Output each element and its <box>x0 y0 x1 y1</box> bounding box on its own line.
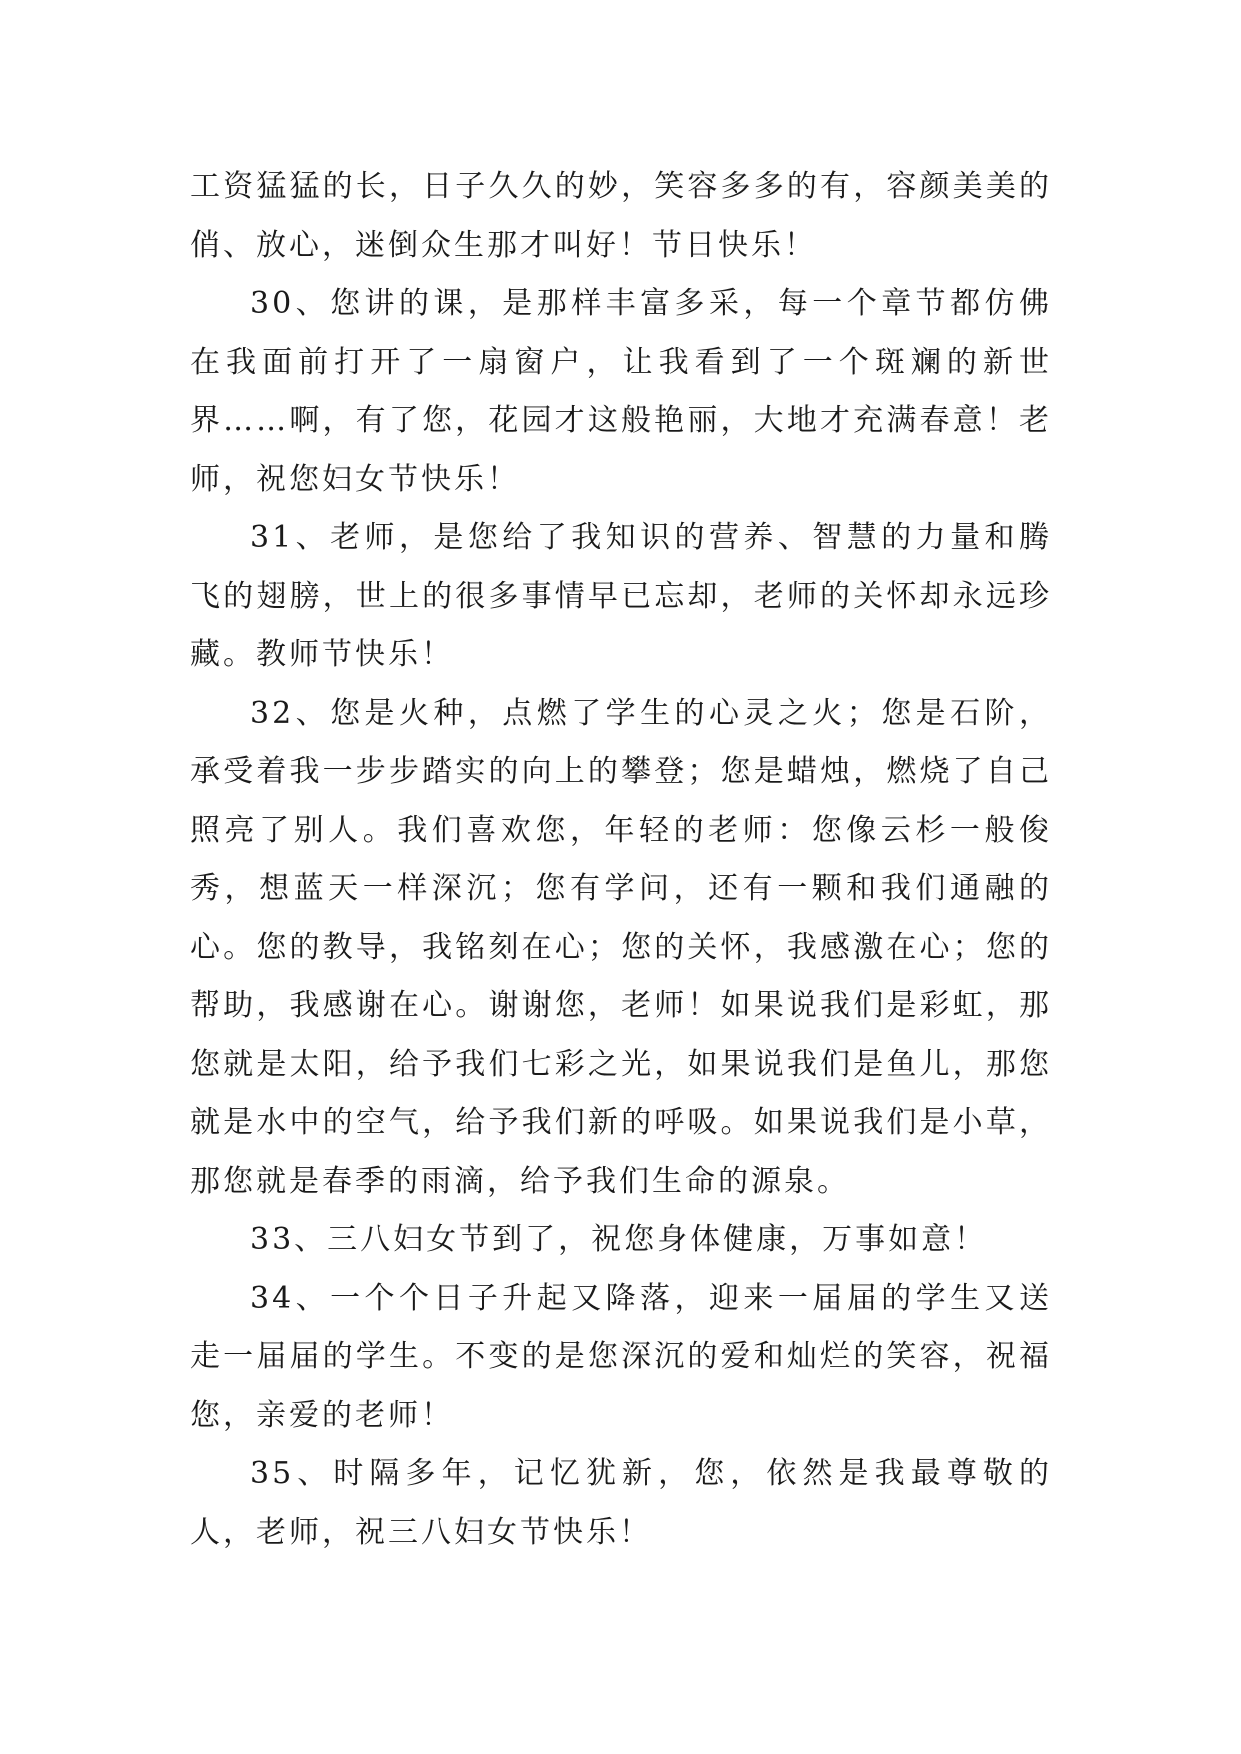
paragraph-32: 32、您是火种，点燃了学生的心灵之火；您是石阶，承受着我一步步踏实的向上的攀登；您是蜡烛，燃烧了自己照亮了别人。我们喜欢您，年轻的老师：您像云杉一般俊秀，想蓝天一样深沉；您有学问，还有一颗和我们通融的心。您的教导，我铭刻在心；您的关怀，我感激在心；您的帮助，我感谢在心。谢谢您，老师！如果说我们是彩虹，那您就是太阳，给予我们七彩之光，如果说我们是鱼儿，那您就是水中的空气，给予我们新的呼吸。如果说我们是小草，那您就是春季的雨滴，给予我们生命的源泉。 <box>190 695 1052 1199</box>
paragraph-31: 31、老师，是您给了我知识的营养、智慧的力量和腾飞的翅膀，世上的很多事情早已忘却，老师的关怀却永远珍藏。教师节快乐！ <box>190 520 1052 672</box>
paragraph-intro: 工资猛猛的长，日子久久的妙，笑容多多的有，容颜美美的俏、放心，迷倒众生那才叫好！节日快乐！ <box>190 169 1052 263</box>
paragraph-33: 33、三八妇女节到了，祝您身体健康，万事如意！ <box>250 1222 988 1257</box>
paragraph-34: 34、一个个日子升起又降落，迎来一届届的学生又送走一届届的学生。不变的是您深沉的爱和灿烂的笑容，祝福您，亲爱的老师！ <box>190 1280 1052 1433</box>
document-page <box>190 158 1052 1658</box>
paragraph-35: 35、时隔多年，记忆犹新，您，依然是我最尊敬的人，老师，祝三八妇女节快乐！ <box>190 1456 1052 1550</box>
paragraph-30: 30、您讲的课，是那样丰富多采，每一个章节都仿佛在我面前打开了一扇窗户，让我看到了一个斑斓的新世界……啊，有了您，花园才这般艳丽，大地才充满春意！老师，祝您妇女节快乐！ <box>190 286 1052 497</box>
